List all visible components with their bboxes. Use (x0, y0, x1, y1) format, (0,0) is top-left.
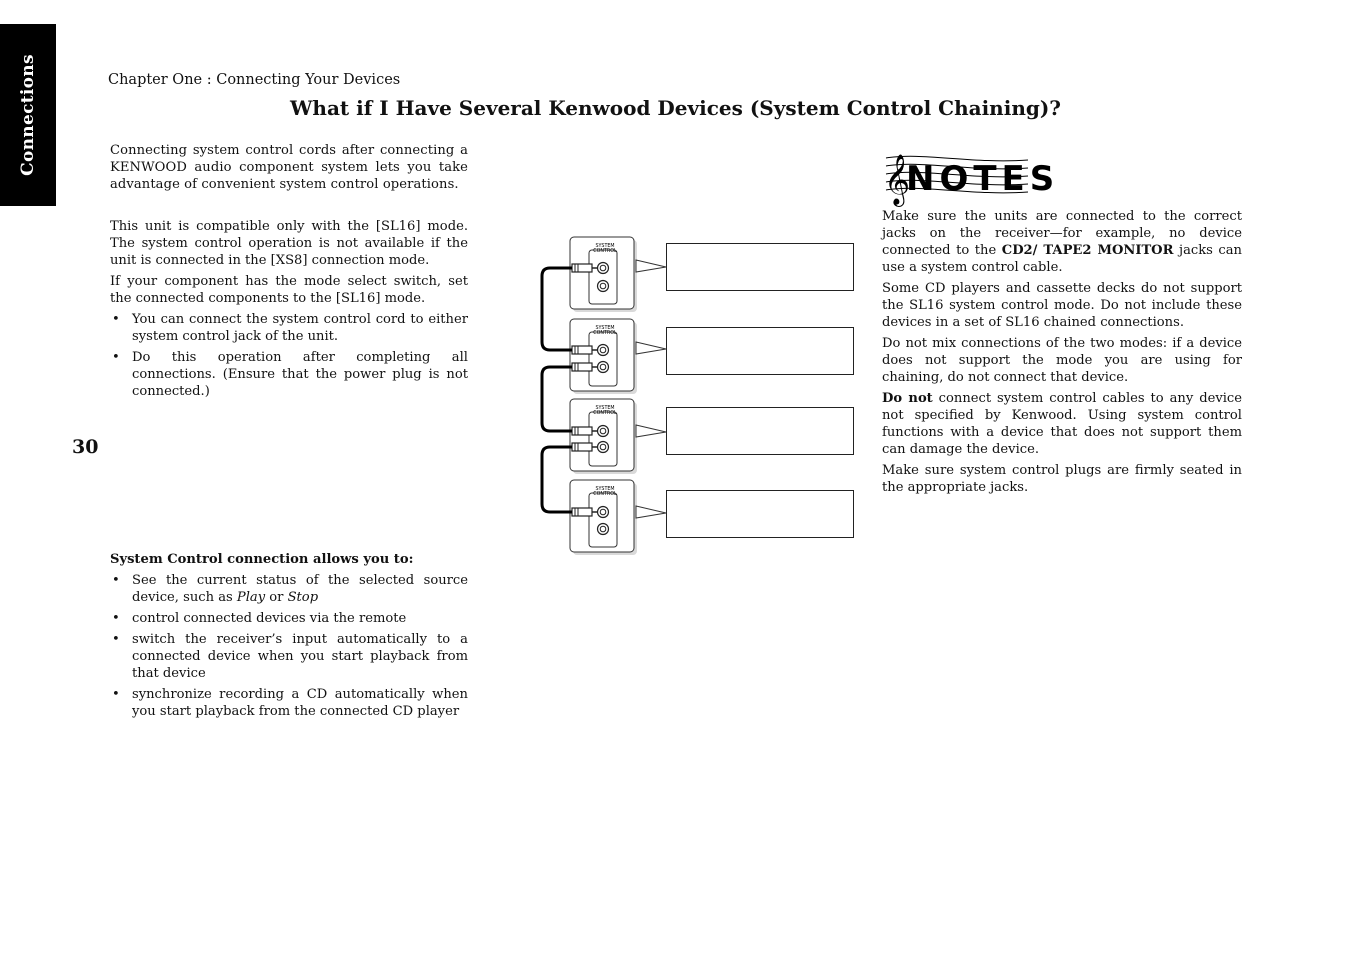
jack-icon (598, 263, 609, 274)
note-text: jacks can use a system control cable. (882, 243, 1242, 275)
note-paragraph (882, 208, 1242, 276)
jack-icon (598, 362, 609, 373)
stop-term: Stop (287, 590, 319, 605)
note-paragraph: Some CD players and cassette decks do not support the SL16 system control mode. Do not include these devices in a set of SL16 chained connections. (882, 281, 1242, 330)
jack-icon (598, 524, 609, 535)
allows-heading: System Control connection allows you to: (110, 552, 414, 567)
callout-pointer (636, 506, 666, 518)
list-text: or (265, 590, 288, 605)
jack-icon (598, 345, 609, 356)
list-item (110, 572, 468, 606)
cable-2 (542, 367, 572, 431)
jack-label-line1: SYSTEM (595, 406, 615, 411)
callout-pointer (636, 342, 666, 354)
play-term: Play (236, 590, 266, 605)
compatibility-section (110, 218, 468, 404)
note-paragraph: Do not mix connections of the two modes: if a device does not support the mode you are using for chaining, do not connect that device. (882, 336, 1242, 385)
list-item: • control connected devices via the remote (110, 610, 468, 627)
chapter-heading: Chapter One : Connecting Your Devices (108, 72, 401, 88)
list-item: • synchronize recording a CD automatically when you start playback from the connected CD player (110, 686, 468, 720)
jack-label-line1: SYSTEM (595, 326, 615, 331)
device-4 (570, 480, 666, 555)
allows-list (110, 572, 468, 720)
list-item: • switch the receiver’s input automatically to a connected device when you start playback from that device (110, 631, 468, 682)
device-callout-box (666, 407, 854, 455)
notes-logo (882, 150, 1060, 205)
callout-pointer (636, 260, 666, 272)
jack-label-line1: SYSTEM (595, 244, 615, 249)
jack-label-line2: CONTROL (593, 492, 617, 497)
warning-term: Do not (882, 391, 933, 406)
page-number: 30 (72, 436, 99, 458)
jack-label-line1: SYSTEM (595, 487, 615, 492)
cable-1 (542, 268, 572, 350)
device-3 (570, 399, 666, 474)
device-2 (570, 319, 666, 394)
callout-pointer (636, 425, 666, 437)
jack-icon (598, 426, 609, 437)
compat-list (110, 311, 468, 400)
notes-logo-text: NOTES (906, 159, 1060, 199)
jack-icon (598, 281, 609, 292)
note-text: Make sure the units are connected to the correct jacks on the receiver—for example, no device connected to the (882, 209, 1242, 258)
list-item: • Do this operation after completing all connections. (Ensure that the power plug is not connected.) (110, 349, 468, 400)
compat-paragraph-1: This unit is compatible only with the [SL16] mode. The system control operation is not available if the unit is connected in the [XS8] connection mode. (110, 219, 468, 268)
note-paragraph (882, 390, 1242, 458)
list-text: See the current status of the selected source device, such as (132, 573, 468, 605)
jack-icon (598, 442, 609, 453)
page-title: What if I Have Several Kenwood Devices (System Control Chaining)? (289, 96, 1062, 120)
section-tab-label: Connections (18, 54, 38, 176)
device-1 (570, 237, 666, 312)
jack-icon (598, 507, 609, 518)
note-paragraph: Make sure system control plugs are firmly seated in the appropriate jacks. (882, 463, 1242, 495)
jack-label-line2: CONTROL (593, 331, 617, 336)
intro-paragraph: Connecting system control cords after connecting a KENWOOD audio component system lets you take advantage of convenient system control operations. (110, 143, 468, 192)
compat-paragraph-2: If your component has the mode select switch, set the connected components to the [SL16] mode. (110, 274, 468, 306)
allows-section (110, 551, 468, 724)
notes-section (882, 208, 1242, 500)
jack-label-line2: CONTROL (593, 249, 617, 254)
device-callout-box (666, 490, 854, 538)
jack-label-line2: CONTROL (593, 411, 617, 416)
treble-clef-icon: 𝄞 (884, 154, 911, 205)
jack-name: CD2/ TAPE2 MONITOR (1001, 243, 1174, 258)
note-text: connect system control cables to any device not specified by Kenwood. Using system control functions with a device that does not support them can damage the device. (882, 391, 1242, 457)
device-callout-box (666, 243, 854, 291)
list-item: • You can connect the system control cord to either system control jack of the unit. (110, 311, 468, 345)
intro-section (110, 142, 468, 197)
device-callout-box (666, 327, 854, 375)
cable-3 (542, 447, 572, 512)
